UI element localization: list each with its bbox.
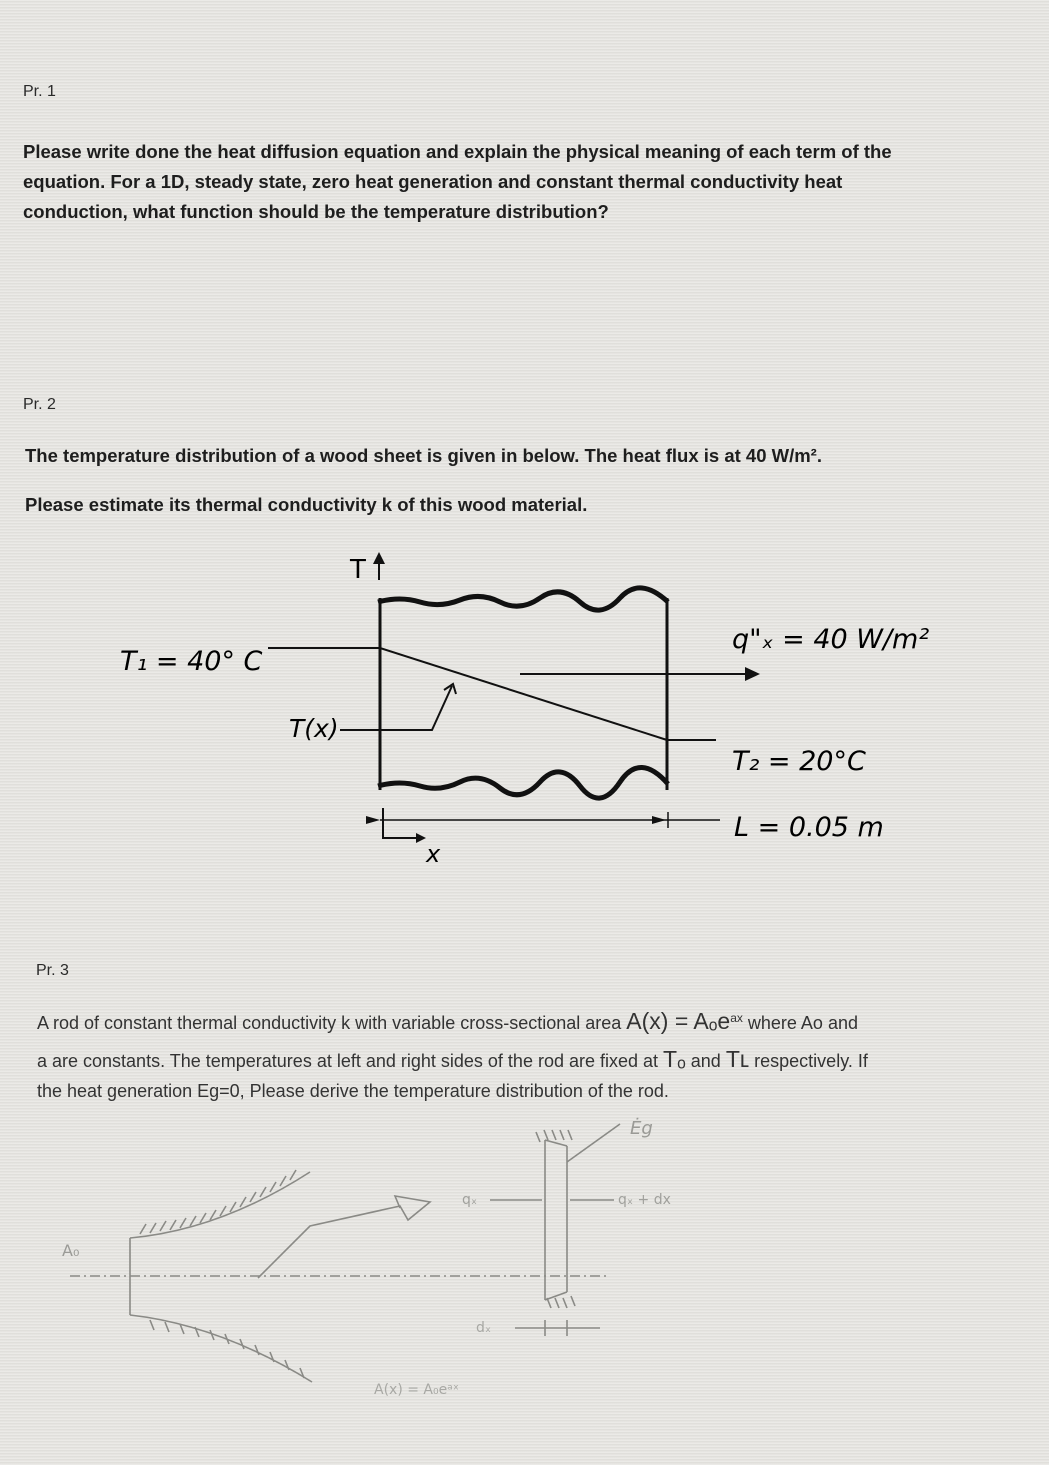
rod-diagram [0, 1110, 1049, 1410]
sheet-top-edge [378, 588, 668, 610]
problem3-line-2a: a are constants. The temperatures at left and right sides of the rod are fixed at [37, 1051, 664, 1071]
tl-symbol: Tʟ [725, 1046, 750, 1072]
x-axis-arrow [383, 808, 420, 838]
flux-label: q"ₓ = 40 W/m² [732, 624, 930, 655]
eg-label: Ėg [630, 1118, 653, 1139]
problem2-line-2: Please estimate its thermal conductivity k of this wood material. [25, 494, 588, 515]
problem3-line-1a: A rod of constant thermal conductivity k with variable cross-sectional area [37, 1013, 627, 1033]
problem1-text [23, 137, 892, 227]
ax-label: A(x) = A₀eᵃˣ [374, 1382, 459, 1398]
problem1-heading: Pr. 1 [23, 83, 56, 100]
problem1-line-3: conduction, what function should be the temperature distribution? [23, 201, 609, 222]
rod-bottom-edge [130, 1315, 312, 1382]
problem1-line-1: Please write done the heat diffusion equation and explain the physical meaning of each term of the [23, 141, 892, 162]
length-label: L = 0.05 m [734, 812, 884, 843]
t-axis-label: T [350, 555, 366, 585]
problem2-heading: Pr. 2 [23, 396, 56, 413]
problem3-line-1b: where Ao and [742, 1013, 858, 1033]
t0-symbol: Tₒ [663, 1046, 686, 1072]
problem1-line-2: equation. For a 1D, steady state, zero heat generation and constant thermal conductivity heat [23, 171, 843, 192]
sheet-bottom-edge [378, 767, 668, 798]
wood-sheet-diagram [0, 540, 1049, 890]
problem3-line-2b: respectively. If [749, 1051, 868, 1071]
area-expression: A(x) = Aₒe [626, 1008, 731, 1034]
temperature-profile-line [380, 648, 667, 740]
problem3-heading: Pr. 3 [36, 962, 69, 979]
a0-label: A₀ [62, 1241, 80, 1260]
problem3-line-1 [37, 1000, 868, 1041]
t2-label: T₂ = 20°C [732, 746, 866, 777]
t1-label: T₁ = 40° C [120, 646, 263, 677]
qx-label: qₓ [462, 1192, 478, 1208]
slice-top [545, 1140, 567, 1146]
eg-leader [567, 1124, 620, 1162]
problem3-text [37, 1000, 868, 1109]
dx-label: dₓ [476, 1320, 492, 1336]
tx-leader [340, 686, 452, 730]
x-axis-label: x [426, 840, 441, 868]
qxdx-label: qₓ + dx [618, 1192, 671, 1208]
zoom-arrow [258, 1196, 430, 1278]
tx-label: T(x) [289, 714, 339, 743]
area-exponent: ax [730, 1011, 743, 1025]
and-word: and [685, 1051, 726, 1071]
problem3-line-3: the heat generation Eg=0, Please derive the temperature distribution of the rod. [37, 1081, 669, 1101]
problem2-line-1: The temperature distribution of a wood sheet is given in below. The heat flux is at 40 W/m². [25, 445, 822, 466]
